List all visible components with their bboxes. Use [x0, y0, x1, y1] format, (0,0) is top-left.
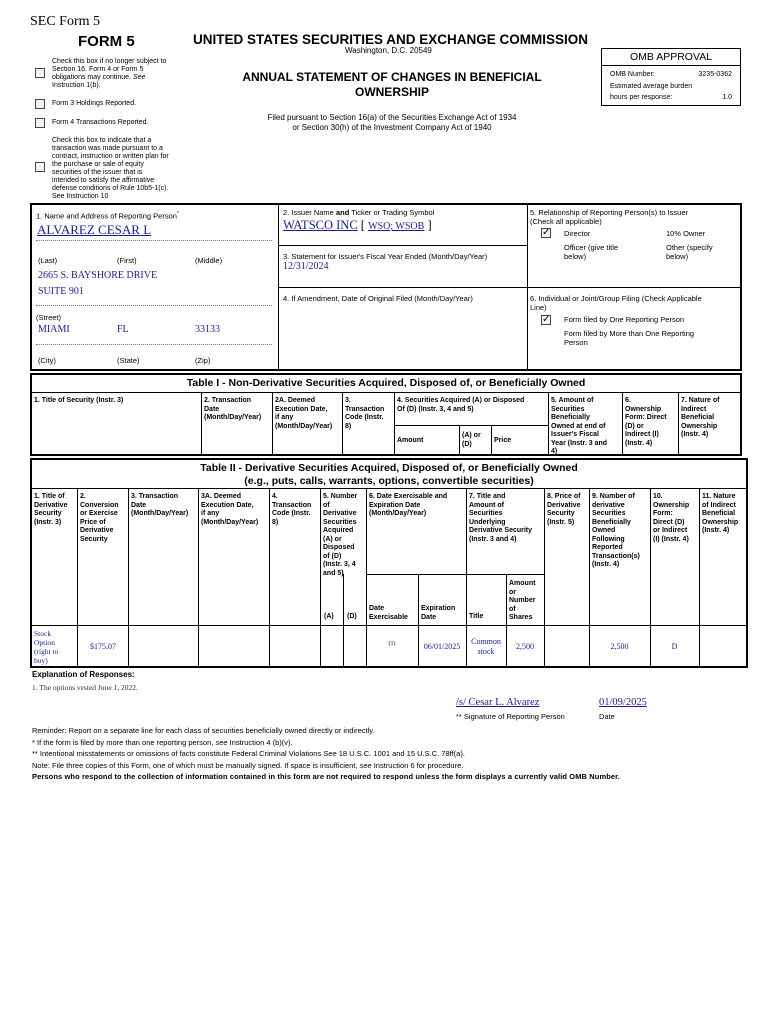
- t1-col4-aord: (A) or (D): [462, 432, 481, 448]
- ten-percent-owner-label: 10% Owner: [666, 229, 706, 238]
- t1-col4-price: Price: [494, 437, 512, 444]
- explanation-label: Explanation of Responses:: [32, 670, 135, 679]
- more-persons-label: Form filed by More than One Reporting Person: [564, 329, 695, 347]
- signature-date[interactable]: 01/09/2025: [599, 697, 647, 708]
- omb-hours-label: hours per response:: [610, 94, 673, 101]
- issuer-ticker-link[interactable]: WSO; WSOB: [368, 221, 425, 232]
- t2-col3a: 3A. Deemed Execution Date, if any (Month/Day/Year): [201, 493, 259, 526]
- t1-col4-amount: Amount: [397, 437, 424, 444]
- omb-title: OMB APPROVAL: [602, 49, 740, 66]
- t2-col4: 4. Transaction Code (Instr. 8): [272, 493, 312, 526]
- amendment-label: 4. If Amendment, Date of Original Filed (Month/Day/Year): [283, 294, 473, 303]
- t1-col6: 6. Ownership Form: Direct (D) or Indirect (I) (Instr. 4): [625, 397, 667, 447]
- t1-col2: 2. Transaction Date (Month/Day/Year): [204, 397, 262, 421]
- t2-row-expiration: 06/01/2025: [423, 642, 461, 651]
- table2-title: Table II - Derivative Securities Acquired, Disposed of, or Beneficially Owned (e.g., puts, calls, warrants, options, convertible securities): [200, 462, 578, 487]
- director-checkbox[interactable]: ✓: [542, 227, 551, 238]
- footnotes: [32, 725, 620, 783]
- city-value: MIAMI: [38, 324, 70, 335]
- t2-row-title: Stock Option (right to buy): [34, 629, 59, 665]
- statement-label: 3. Statement for Issuer's Fiscal Year Ended (Month/Day/Year): [283, 252, 488, 261]
- rule-10b5-checkbox[interactable]: [35, 162, 45, 172]
- t1-col4: 4. Securities Acquired (A) or Disposed Of (D) (Instr. 3, 4 and 5): [397, 397, 525, 413]
- statement-date: 12/31/2024: [283, 261, 329, 272]
- t1-col2a: 2A. Deemed Execution Date, if any (Month/Day/Year): [275, 397, 333, 430]
- footnote-3: Note: File three copies of this Form, one of which must be manually signed. If space is insufficient, see Instruction 6 for procedure.: [32, 760, 464, 770]
- last-label: (Last): [38, 256, 58, 265]
- footnote-2: ** Intentional misstatements or omissions of facts constitute Federal Criminal Violations See 18 U.S.C. 1001 and 15 U.S.C. 78ff(a).: [32, 749, 465, 758]
- rule-10b5-text: Check this box to indicate that a transaction was made pursuant to a contract, instruction or written plan for the purchase or sale of equity securities of the issuer that is intended to satisfy the affirmative defense conditions of Rule 10b5-1(c). See Instruction 10: [52, 137, 169, 200]
- omb-box: [601, 48, 741, 106]
- table2: [30, 458, 748, 668]
- reporting-person-name[interactable]: ALVAREZ CESAR L: [37, 222, 152, 237]
- filed-pursuant: Filed pursuant to Section 16(a) of the Securities Exchange Act of 1934 or Section 30(h) of the Investment Company Act of 1940: [267, 113, 517, 132]
- table1-title: Table I - Non-Derivative Securities Acquired, Disposed of, or Beneficially Owned: [186, 377, 586, 389]
- zip-value: 33133: [195, 324, 220, 335]
- explanation-1: 1. The options vested June 1, 2022.: [32, 683, 138, 692]
- t2-col7: 7. Title and Amount of Securities Underlying Derivative Security (Instr. 3 and 4): [469, 493, 533, 543]
- city-label: (City): [38, 356, 56, 365]
- no-longer-subject-checkbox[interactable]: [35, 68, 45, 78]
- t1-col1: 1. Title of Security (Instr. 3): [34, 397, 124, 404]
- t1-col7: 7. Nature of Indirect Beneficial Ownership (Instr. 4): [681, 397, 720, 438]
- persons-notice: Persons who respond to the collection of information contained in this form are not required to respond unless the form displays a currently valid OMB Number.: [32, 772, 620, 781]
- sec-form-label: SEC Form 5: [30, 14, 101, 29]
- middle-label: (Middle): [195, 256, 223, 265]
- commission-title: UNITED STATES SECURITIES AND EXCHANGE COMMISSION: [193, 32, 589, 47]
- t2-col5-d: (D): [347, 613, 357, 620]
- issuer-name-row: WATSCO INC [ WSO; WSOB ]: [283, 218, 432, 232]
- t2-col7-title: Title: [469, 613, 484, 620]
- t2-col6: 6. Date Exercisable and Expiration Date (Month/Day/Year): [369, 493, 448, 517]
- t2-row-underlying-amount: 2,500: [516, 642, 534, 651]
- t2-col9: 9. Number of derivative Securities Beneficially Owned Following Reported Transaction(s) (Instr. 4): [592, 493, 640, 568]
- form3-text: Form 3 Holdings Reported.: [52, 100, 137, 107]
- commission-location: Washington, D.C. 20549: [345, 46, 432, 55]
- footnote-1: * If the form is filed by more than one reporting person, see Instruction 4 (b)(v).: [32, 737, 293, 747]
- omb-number: 3235-0362: [698, 71, 732, 78]
- t2-col2: 2. Conversion or Exercise Price of Derivative Security: [80, 493, 119, 543]
- t2-col7-amount: Amount or Number of Shares: [509, 580, 536, 621]
- form3-checkbox[interactable]: [35, 99, 45, 109]
- t2-col5: 5. Number of Derivative Securities Acquired (A) or Disposed of (D) (Instr. 3, 4 and 5): [323, 493, 358, 577]
- reminder-text: Reminder: Report on a separate line for each class of securities beneficially owned directly or indirectly.: [32, 726, 375, 735]
- t2-col6-expiration: Expiration Date: [421, 605, 456, 621]
- director-label: Director: [564, 229, 591, 238]
- t2-col6-exercisable: Date Exercisable: [369, 605, 408, 621]
- t2-col3: 3. Transaction Date (Month/Day/Year): [131, 493, 189, 517]
- t2-col11: 11. Nature of Indirect Beneficial Ownership (Instr. 4): [702, 493, 739, 534]
- omb-number-label: OMB Number:: [610, 71, 655, 78]
- t2-row-underlying-title: Common stock: [471, 637, 501, 656]
- no-longer-subject-text: Check this box if no longer subject to Section 16. Form 4 or Form 5 obligations may continue. See Instruction 1(b).: [52, 58, 167, 89]
- one-person-label: Form filed by One Reporting Person: [564, 315, 685, 324]
- signature-label: ** Signature of Reporting Person: [456, 712, 565, 721]
- t1-col3: 3. Transaction Code (Instr. 8): [345, 397, 385, 430]
- other-label: Other (specify below): [666, 243, 713, 261]
- t2-row-form: D: [671, 642, 678, 651]
- t2-col8: 8. Price of Derivative Security (Instr. 5): [547, 493, 581, 526]
- statement-title: ANNUAL STATEMENT OF CHANGES IN BENEFICIAL OWNERSHIP: [242, 70, 542, 99]
- state-label: (State): [117, 356, 140, 365]
- one-person-checkbox[interactable]: ✓: [542, 314, 551, 325]
- issuer-name-link[interactable]: WATSCO INC: [283, 218, 358, 232]
- filing-label: 6. Individual or Joint/Group Filing (Check Applicable Line): [530, 294, 702, 312]
- reporting-person-address: 2665 S. BAYSHORE DRIVE SUITE 901: [38, 270, 158, 297]
- date-label: Date: [599, 712, 615, 721]
- form4-checkbox[interactable]: [35, 118, 45, 128]
- t2-row-owned: 2,500: [610, 642, 629, 651]
- form4-text: Form 4 Transactions Reported.: [52, 119, 149, 126]
- t1-col5: 5. Amount of Securities Beneficially Owned at end of Issuer's Fiscal Year (Instr. 3 and 4): [551, 397, 608, 455]
- form-title: FORM 5: [78, 33, 135, 50]
- issuer-label: 2. Issuer Name and Ticker or Trading Symbol: [283, 208, 435, 217]
- zip-label: (Zip): [195, 356, 211, 365]
- officer-label: Officer (give title below): [564, 243, 619, 261]
- reporting-person-label: 1. Name and Address of Reporting Person*: [36, 211, 179, 221]
- omb-burden-label: Estimated average burden: [610, 82, 693, 90]
- first-label: (First): [117, 256, 137, 265]
- omb-hours: 1.0: [722, 94, 732, 101]
- t2-col5-a: (A): [324, 613, 334, 620]
- t2-col10: 10. Ownership Form: Direct (D) or Indirect (I) (Instr. 4): [653, 493, 690, 543]
- t2-col1: 1. Title of Derivative Security (Instr. 3): [34, 493, 68, 526]
- signature-value[interactable]: /s/ Cesar L. Alvarez: [456, 697, 540, 708]
- t2-row-exercisable: (1): [388, 641, 396, 647]
- t2-row-conversion: $175.07: [90, 642, 116, 651]
- relationship-label: 5. Relationship of Reporting Person(s) to Issuer (Check all applicable): [530, 208, 688, 226]
- street-label: (Street): [36, 313, 62, 322]
- state-value: FL: [117, 324, 129, 335]
